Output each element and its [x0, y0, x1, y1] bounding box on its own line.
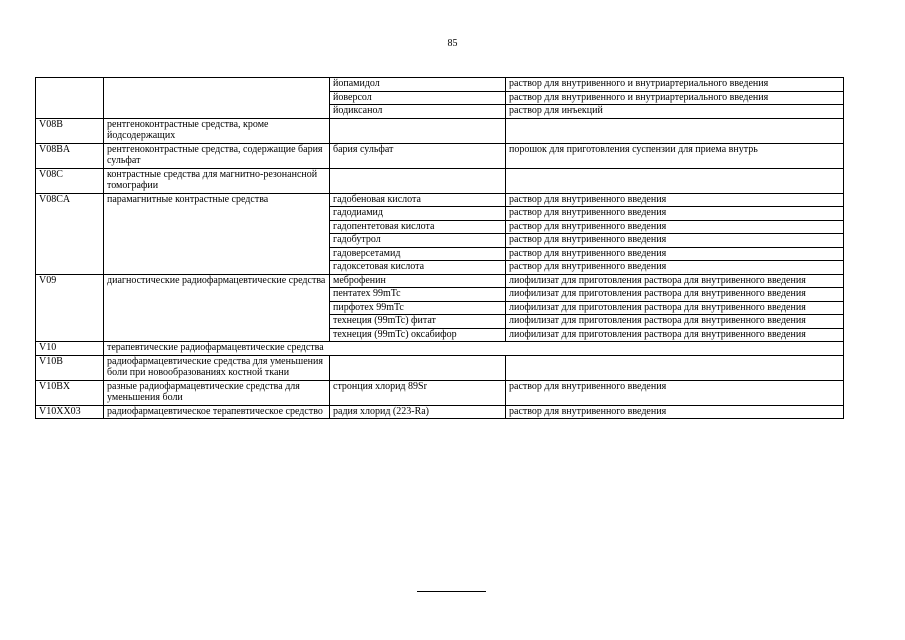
drug-name-cell: технеция (99mTc) оксабифор	[330, 328, 506, 342]
drug-name-cell: стронция хлорид 89Sr	[330, 380, 506, 405]
dosage-form-cell: лиофилизат для приготовления раствора для внутривенного введения	[506, 328, 844, 342]
drug-name-cell	[330, 355, 506, 380]
drug-name-cell: радия хлорид (223-Ra)	[330, 405, 506, 419]
drug-name-cell	[330, 168, 506, 193]
table-row	[36, 118, 844, 143]
table-row	[36, 274, 844, 288]
dosage-form-cell: раствор для внутривенного введения	[506, 207, 844, 221]
dosage-form-cell: раствор для инъекций	[506, 105, 844, 119]
drug-name-cell	[330, 118, 506, 143]
drug-name-cell: гадодиамид	[330, 207, 506, 221]
drug-name-cell: йопамидол	[330, 78, 506, 92]
table-row	[36, 78, 844, 92]
dosage-form-cell: порошок для приготовления суспензии для приема внутрь	[506, 143, 844, 168]
atc-code-cell: V10	[36, 342, 104, 356]
group-name-cell: разные радиофармацевтические средства для уменьшения боли	[104, 380, 330, 405]
table-row	[36, 380, 844, 405]
table-row	[36, 405, 844, 419]
table-row	[36, 355, 844, 380]
drug-name-cell: пирфотех 99mTc	[330, 301, 506, 315]
dosage-form-cell: раствор для внутривенного введения	[506, 247, 844, 261]
drug-name-cell: гадоксетовая кислота	[330, 261, 506, 275]
drug-name-cell: бария сульфат	[330, 143, 506, 168]
dosage-form-cell: лиофилизат для приготовления раствора для внутривенного введения	[506, 301, 844, 315]
table-row	[36, 143, 844, 168]
atc-code-cell: V08C	[36, 168, 104, 193]
dosage-form-cell: раствор для внутривенного введения	[506, 261, 844, 275]
footnote-separator	[417, 591, 486, 592]
atc-code-cell: V10XX03	[36, 405, 104, 419]
atc-code-cell: V10BX	[36, 380, 104, 405]
group-name-cell: контрастные средства для магнитно-резонансной томографии	[104, 168, 330, 193]
group-name-cell: радиофармацевтические средства для уменьшения боли при новообразованиях костной ткани	[104, 355, 330, 380]
drug-name-cell: йодиксанол	[330, 105, 506, 119]
dosage-form-cell: лиофилизат для приготовления раствора для внутривенного введения	[506, 274, 844, 288]
dosage-form-cell	[506, 355, 844, 380]
drug-name-cell: гадоверсетамид	[330, 247, 506, 261]
dosage-form-cell: лиофилизат для приготовления раствора для внутривенного введения	[506, 288, 844, 302]
group-name-cell: радиофармацевтическое терапевтическое средство	[104, 405, 330, 419]
group-name-cell: диагностические радиофармацевтические средства	[104, 274, 330, 342]
dosage-form-cell: раствор для внутривенного введения	[506, 220, 844, 234]
table-row	[36, 168, 844, 193]
dosage-form-cell: раствор для внутривенного и внутриартериального введения	[506, 91, 844, 105]
drug-name-cell: йоверсол	[330, 91, 506, 105]
drug-name-cell: гадопентетовая кислота	[330, 220, 506, 234]
drug-name-cell: технеция (99mTc) фитат	[330, 315, 506, 329]
atc-code-cell: V10B	[36, 355, 104, 380]
atc-code-cell: V09	[36, 274, 104, 342]
atc-code-cell: V08B	[36, 118, 104, 143]
dosage-form-cell	[506, 118, 844, 143]
group-name-cell: рентгеноконтрастные средства, содержащие бария сульфат	[104, 143, 330, 168]
dosage-form-cell: раствор для внутривенного и внутриартериального введения	[506, 78, 844, 92]
drug-name-cell: гадобеновая кислота	[330, 193, 506, 207]
page-number: 85	[447, 38, 458, 49]
drug-name-cell: гадобутрол	[330, 234, 506, 248]
dosage-form-cell	[506, 168, 844, 193]
group-name-cell: терапевтические радиофармацевтические средства	[104, 342, 844, 356]
group-name-cell: рентгеноконтрастные средства, кроме йодсодержащих	[104, 118, 330, 143]
dosage-form-cell: раствор для внутривенного введения	[506, 193, 844, 207]
table-row	[36, 342, 844, 356]
atc-code-cell: V08CA	[36, 193, 104, 274]
atc-code-cell: V08BA	[36, 143, 104, 168]
drug-name-cell: меброфенин	[330, 274, 506, 288]
drug-name-cell: пентатех 99mTc	[330, 288, 506, 302]
group-name-cell	[104, 78, 330, 119]
dosage-form-cell: раствор для внутривенного введения	[506, 380, 844, 405]
medication-table	[35, 77, 844, 419]
dosage-form-cell: лиофилизат для приготовления раствора для внутривенного введения	[506, 315, 844, 329]
table-row	[36, 193, 844, 207]
group-name-cell: парамагнитные контрастные средства	[104, 193, 330, 274]
dosage-form-cell: раствор для внутривенного введения	[506, 234, 844, 248]
dosage-form-cell: раствор для внутривенного введения	[506, 405, 844, 419]
atc-code-cell	[36, 78, 104, 119]
